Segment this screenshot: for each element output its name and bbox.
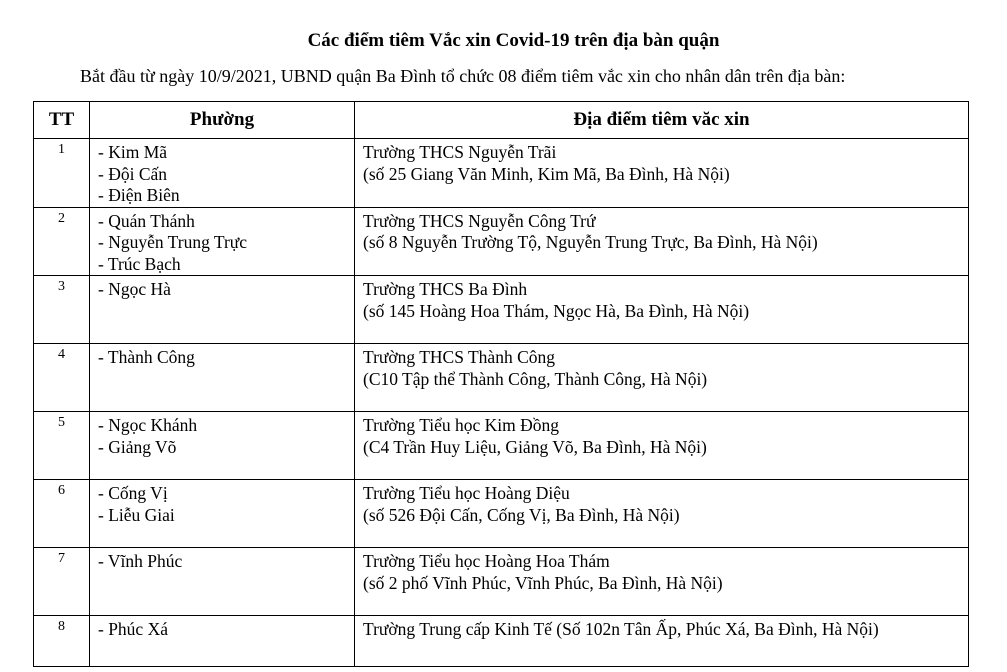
table-row — [34, 139, 969, 208]
header-tt: TT — [34, 102, 90, 139]
ward-name: - Nguyễn Trung Trực — [98, 232, 248, 252]
table-row — [34, 276, 969, 344]
ward-name: - Ngọc Hà — [98, 279, 171, 299]
location-address: (C4 Trần Huy Liệu, Giảng Võ, Ba Đình, Hà Nội) — [363, 436, 707, 457]
row-number: 4 — [34, 344, 90, 412]
location-address: (số 8 Nguyễn Trường Tộ, Nguyễn Trung Trực, Ba Đình, Hà Nội) — [363, 232, 818, 252]
row-number: 2 — [34, 207, 90, 276]
table-row — [34, 480, 969, 548]
document-title — [0, 30, 1007, 52]
row-number: 5 — [34, 412, 90, 480]
row-number: 3 — [34, 276, 90, 344]
ward-name: - Liễu Giai — [98, 504, 175, 525]
ward-cell — [90, 207, 355, 276]
ward-name: - Kim Mã — [98, 142, 168, 162]
location-cell — [355, 412, 969, 480]
table-row — [34, 344, 969, 412]
location-cell — [355, 480, 969, 548]
table-row — [34, 412, 969, 480]
ward-name: - Đội Cấn — [98, 163, 168, 184]
ward-name: - Phúc Xá — [98, 619, 168, 639]
ward-name: - Điện Biên — [98, 185, 180, 205]
location-name: Trường THCS Nguyễn Công Trứ — [363, 210, 596, 231]
location-name: Trường THCS Nguyễn Trãi — [363, 142, 557, 162]
location-address: (C10 Tập thể Thành Công, Thành Công, Hà Nội) — [363, 368, 708, 389]
table-body — [34, 139, 969, 667]
ward-cell — [90, 344, 355, 412]
row-number: 6 — [34, 480, 90, 548]
ward-name: - Cống Vị — [98, 483, 168, 503]
location-cell — [355, 548, 969, 616]
vaccination-sites-table — [33, 101, 969, 667]
ward-cell — [90, 412, 355, 480]
table-header-row — [34, 102, 969, 139]
table-row — [34, 207, 969, 276]
ward-name: - Ngọc Khánh — [98, 415, 198, 435]
header-ward: Phường — [90, 102, 355, 139]
ward-cell — [90, 139, 355, 208]
row-number: 7 — [34, 548, 90, 616]
location-name: Trường Tiểu học Kim Đồng — [363, 415, 560, 435]
document-title-text: Các điểm tiêm Vắc xin Covid-19 trên địa bàn quận — [307, 30, 720, 51]
location-name: Trường Trung cấp Kinh Tế (Số 102n Tân Ấp, Phúc Xá, Ba Đình, Hà Nội) — [363, 619, 879, 639]
ward-cell — [90, 276, 355, 344]
row-number: 8 — [34, 616, 90, 667]
table-row — [34, 548, 969, 616]
location-cell — [355, 344, 969, 412]
table-row — [34, 616, 969, 667]
ward-cell — [90, 548, 355, 616]
intro-paragraph: Bắt đầu từ ngày 10/9/2021, UBND quận Ba Đình tổ chức 08 điểm tiêm vắc xin cho nhân dân trên địa bàn: — [80, 66, 846, 86]
location-address: (số 526 Đội Cấn, Cống Vị, Ba Đình, Hà Nội) — [363, 504, 680, 525]
ward-name: - Thành Công — [98, 347, 195, 367]
ward-cell — [90, 616, 355, 667]
location-address: (số 25 Giang Văn Minh, Kim Mã, Ba Đình, Hà Nội) — [363, 163, 730, 184]
location-cell — [355, 207, 969, 276]
location-cell — [355, 139, 969, 208]
ward-name: - Trúc Bạch — [98, 253, 181, 274]
ward-cell — [90, 480, 355, 548]
location-name: Trường Tiểu học Hoàng Hoa Thám — [363, 551, 610, 571]
location-name: Trường THCS Ba Đình — [363, 279, 528, 299]
ward-name: - Vĩnh Phúc — [98, 551, 183, 571]
location-cell — [355, 276, 969, 344]
ward-name: - Giảng Võ — [98, 436, 177, 457]
row-number: 1 — [34, 139, 90, 208]
location-name: Trường THCS Thành Công — [363, 347, 555, 367]
ward-name: - Quán Thánh — [98, 210, 195, 231]
location-address: (số 145 Hoàng Hoa Thám, Ngọc Hà, Ba Đình, Hà Nội) — [363, 300, 750, 321]
location-cell — [355, 616, 969, 667]
location-address: (số 2 phố Vĩnh Phúc, Vĩnh Phúc, Ba Đình, Hà Nội) — [363, 572, 723, 593]
header-location: Địa điểm tiêm văc xin — [355, 102, 969, 139]
location-name: Trường Tiểu học Hoàng Diệu — [363, 483, 570, 503]
